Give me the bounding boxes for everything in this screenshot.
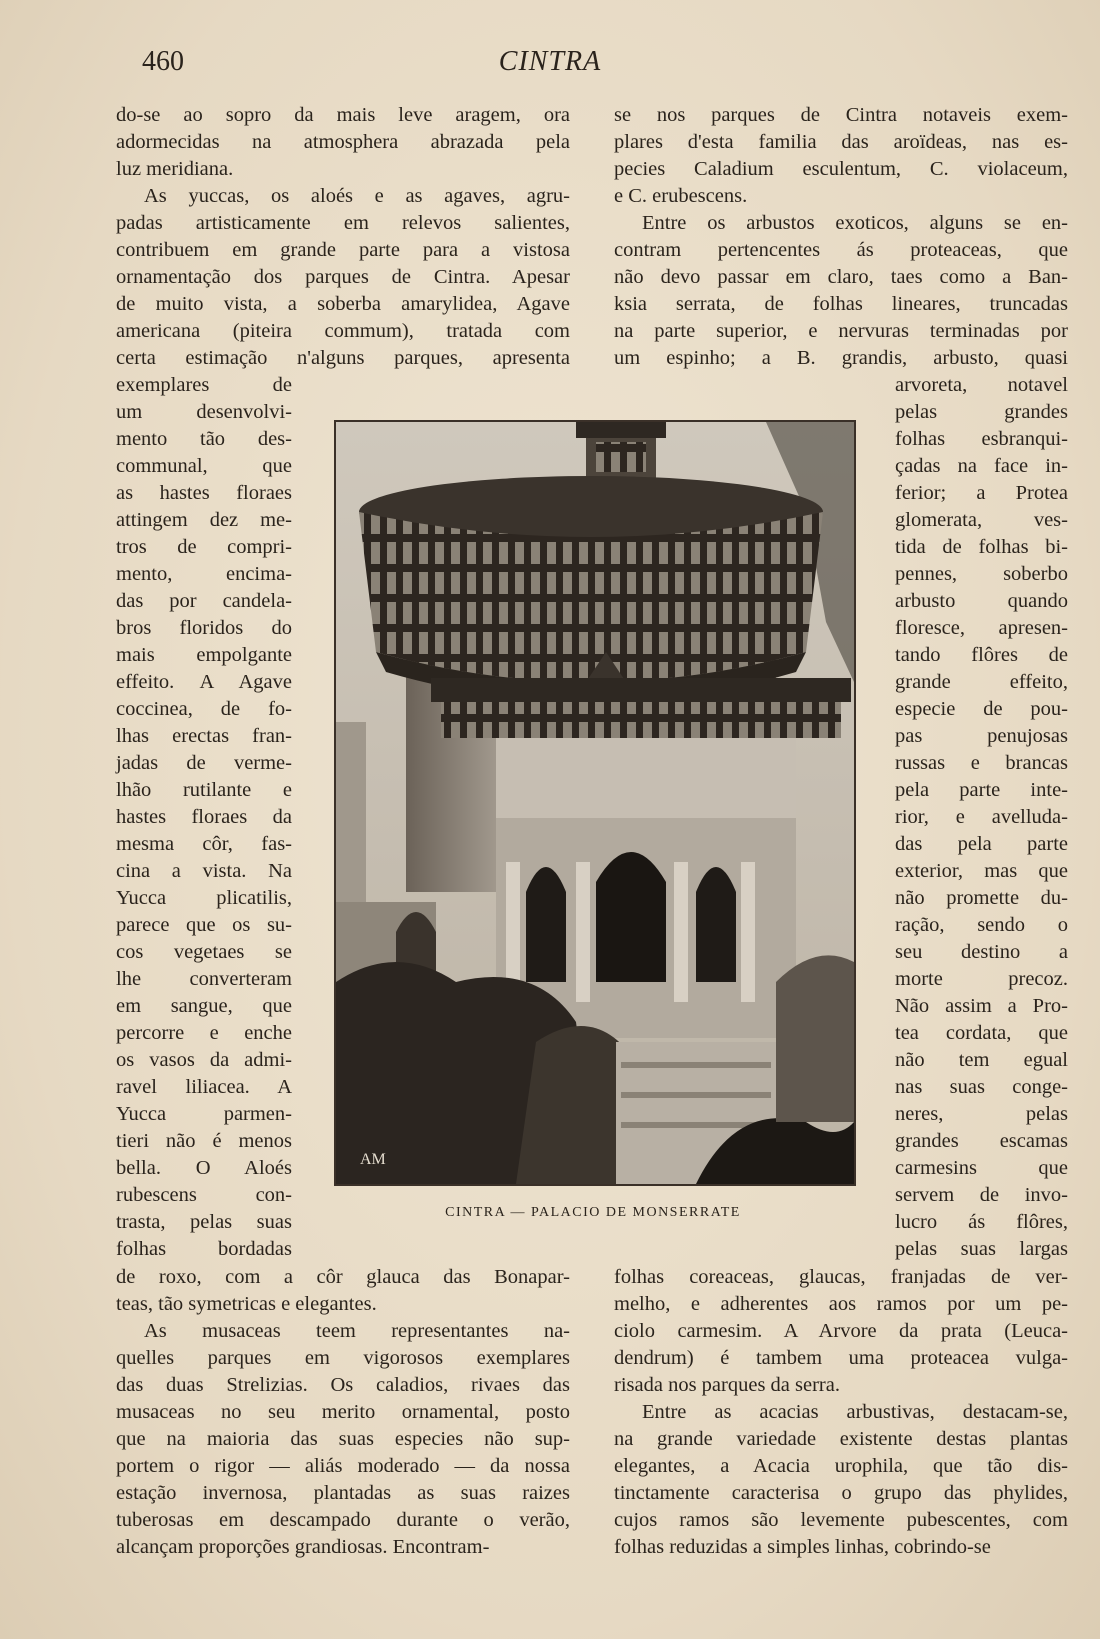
text-line: tida de folhas bi- xyxy=(895,536,1068,558)
text-line: ração, sendo o xyxy=(895,914,1068,936)
text-line: cos vegetaes se xyxy=(116,941,292,963)
text-line: Yucca plicatilis, xyxy=(116,887,292,909)
text-line: contribuem em grande parte para a vistosa xyxy=(116,239,570,261)
text-line: bella. O Aloés xyxy=(116,1157,292,1179)
text-line: adormecidas na atmosphera abrazada pela xyxy=(116,131,570,153)
text-line: ravel liliacea. A xyxy=(116,1076,292,1098)
text-line: As yuccas, os aloés e as agaves, agru- xyxy=(144,185,570,207)
text-line: Entre os arbustos exoticos, alguns se en- xyxy=(642,212,1068,234)
text-line: os vasos da admi- xyxy=(116,1049,292,1071)
text-line: grandes escamas xyxy=(895,1130,1068,1152)
text-line: não tem egual xyxy=(895,1049,1068,1071)
text-line: lhão rutilante e xyxy=(116,779,292,801)
text-line: pelas grandes xyxy=(895,401,1068,423)
text-line: americana (piteira commum), tratada com xyxy=(116,320,570,342)
text-line: pela parte inte- xyxy=(895,779,1068,801)
text-line: percorre e enche xyxy=(116,1022,292,1044)
text-line: e C. erubescens. xyxy=(614,185,748,207)
text-line: se nos parques de Cintra notaveis exem- xyxy=(614,104,1068,126)
left-column-top xyxy=(116,102,570,372)
text-line: plares d'esta familia das aroïdeas, nas es- xyxy=(614,131,1068,153)
text-line: grande effeito, xyxy=(895,671,1068,693)
text-line: pennes, soberbo xyxy=(895,563,1068,585)
text-line: luz meridiana. xyxy=(116,158,234,180)
text-line: ksia serrata, de folhas lineares, truncadas xyxy=(614,293,1068,315)
text-line: morte precoz. xyxy=(895,968,1068,990)
text-line: glomerata, ves- xyxy=(895,509,1068,531)
text-line: tieri não é menos xyxy=(116,1130,292,1152)
text-line: dendrum) é tambem uma proteacea vulga- xyxy=(614,1347,1068,1369)
text-line: Não assim a Pro- xyxy=(895,995,1068,1017)
text-line: effeito. A Agave xyxy=(116,671,292,693)
text-line: risada nos parques da serra. xyxy=(614,1374,840,1396)
text-line: padas artisticamente em relevos salientes, xyxy=(116,212,570,234)
text-line: tinctamente caracterisa o grupo das phylides, xyxy=(614,1482,1068,1504)
text-line: exemplares de xyxy=(116,374,292,396)
monserrate-palace-illustration xyxy=(336,422,854,1184)
text-line: hastes floraes da xyxy=(116,806,292,828)
text-line: seu destino a xyxy=(895,941,1068,963)
text-line: servem de invo- xyxy=(895,1184,1068,1206)
text-line: um desenvolvi- xyxy=(116,401,292,423)
right-column-narrow xyxy=(895,372,1068,1263)
text-line: pecies Caladium esculentum, C. violaceum, xyxy=(614,158,1068,180)
text-line: musaceas no seu merito ornamental, posto xyxy=(116,1401,570,1423)
text-line: tea cordata, que xyxy=(895,1022,1068,1044)
text-line: neres, pelas xyxy=(895,1103,1068,1125)
page-number: 460 xyxy=(142,46,184,77)
photo-monogram: AM xyxy=(360,1151,386,1168)
text-line: ferior; a Protea xyxy=(895,482,1068,504)
text-line: mais empolgante xyxy=(116,644,292,666)
text-line: coccinea, de fo- xyxy=(116,698,292,720)
text-line: mento, encima- xyxy=(116,563,292,585)
running-title: CINTRA xyxy=(498,46,602,77)
text-line: mesma côr, fas- xyxy=(116,833,292,855)
text-line: tando flôres de xyxy=(895,644,1068,666)
text-line: ornamentação dos parques de Cintra. Apesar xyxy=(116,266,570,288)
figure-caption: CINTRA — PALACIO DE MONSERRATE xyxy=(445,1205,741,1220)
text-line: tros de compri- xyxy=(116,536,292,558)
text-line: de muito vista, a soberba amarylidea, Agave xyxy=(116,293,570,315)
text-line: das pela parte xyxy=(895,833,1068,855)
text-line: trasta, pelas suas xyxy=(116,1211,292,1233)
text-line: estação invernosa, plantadas as suas raizes xyxy=(116,1482,570,1504)
text-line: em sangue, que xyxy=(116,995,292,1017)
text-line: na parte superior, e nervuras terminadas por xyxy=(614,320,1068,342)
text-line: mento tão des- xyxy=(116,428,292,450)
text-line: arvoreta, notavel xyxy=(895,374,1068,396)
text-line: as hastes floraes xyxy=(116,482,292,504)
text-line: folhas bordadas xyxy=(116,1238,292,1260)
text-line: alcançam proporções grandiosas. Encontram- xyxy=(116,1536,490,1558)
left-column-narrow xyxy=(116,372,292,1263)
text-line: tuberosas em descampado durante o verão, xyxy=(116,1509,570,1531)
text-line: contram pertencentes ás proteaceas, que xyxy=(614,239,1068,261)
text-line: russas e brancas xyxy=(895,752,1068,774)
text-line: arbusto quando xyxy=(895,590,1068,612)
text-line: portem o rigor — aliás moderado — da nossa xyxy=(116,1455,570,1477)
text-line: melho, e adherentes aos ramos por um pe- xyxy=(614,1293,1068,1315)
text-line: um espinho; a B. grandis, arbusto, quasi xyxy=(614,347,1068,369)
text-line: parece que os su- xyxy=(116,914,292,936)
text-line: floresce, apresen- xyxy=(895,617,1068,639)
text-line: de roxo, com a côr glauca das Bonapar- xyxy=(116,1266,570,1288)
text-line: carmesins que xyxy=(895,1157,1068,1179)
palace-photograph xyxy=(334,420,856,1186)
text-line: elegantes, a Acacia urophila, que tão dis- xyxy=(614,1455,1068,1477)
text-line: cina a vista. Na xyxy=(116,860,292,882)
text-line: teas, tão symetricas e elegantes. xyxy=(116,1293,377,1315)
text-line: jadas de verme- xyxy=(116,752,292,774)
text-line: exterior, mas que xyxy=(895,860,1068,882)
text-line: folhas coreaceas, glaucas, franjadas de ver- xyxy=(614,1266,1068,1288)
text-line: cujos ramos são levemente pubescentes, com xyxy=(614,1509,1068,1531)
text-line: lhe converteram xyxy=(116,968,292,990)
text-line: communal, que xyxy=(116,455,292,477)
text-line: rior, e avelluda- xyxy=(895,806,1068,828)
text-line: bros floridos do xyxy=(116,617,292,639)
text-line: Entre as acacias arbustivas, destacam-se, xyxy=(642,1401,1068,1423)
text-line: As musaceas teem representantes na- xyxy=(144,1320,570,1342)
text-line: não devo passar em claro, taes como a Ban- xyxy=(614,266,1068,288)
text-line: certa estimação n'alguns parques, apresenta xyxy=(116,347,570,369)
text-line: pas penujosas xyxy=(895,725,1068,747)
text-line: folhas esbranqui- xyxy=(895,428,1068,450)
text-line: folhas reduzidas a simples linhas, cobrindo-se xyxy=(614,1536,991,1558)
text-line: lucro ás flôres, xyxy=(895,1211,1068,1233)
text-line: na grande variedade existente destas plantas xyxy=(614,1428,1068,1450)
text-line: rubescens con- xyxy=(116,1184,292,1206)
text-line: do-se ao sopro da mais leve aragem, ora xyxy=(116,104,570,126)
left-column-bottom xyxy=(116,1264,570,1561)
text-line: lhas erectas fran- xyxy=(116,725,292,747)
text-line: Yucca parmen- xyxy=(116,1103,292,1125)
text-line: especie de pou- xyxy=(895,698,1068,720)
text-line: das por candela- xyxy=(116,590,292,612)
text-line: quelles parques em vigorosos exemplares xyxy=(116,1347,570,1369)
text-line: nas suas conge- xyxy=(895,1076,1068,1098)
text-line: ciolo carmesim. A Arvore da prata (Leuca- xyxy=(614,1320,1068,1342)
right-column-bottom xyxy=(614,1264,1068,1561)
right-column-top xyxy=(614,102,1068,372)
text-line: das duas Strelizias. Os caladios, rivaes das xyxy=(116,1374,570,1396)
text-line: que na maioria das suas especies não sup- xyxy=(116,1428,570,1450)
text-line: pelas suas largas xyxy=(895,1238,1068,1260)
text-line: attingem dez me- xyxy=(116,509,292,531)
text-line: çadas na face in- xyxy=(895,455,1068,477)
text-line: não promette du- xyxy=(895,887,1068,909)
